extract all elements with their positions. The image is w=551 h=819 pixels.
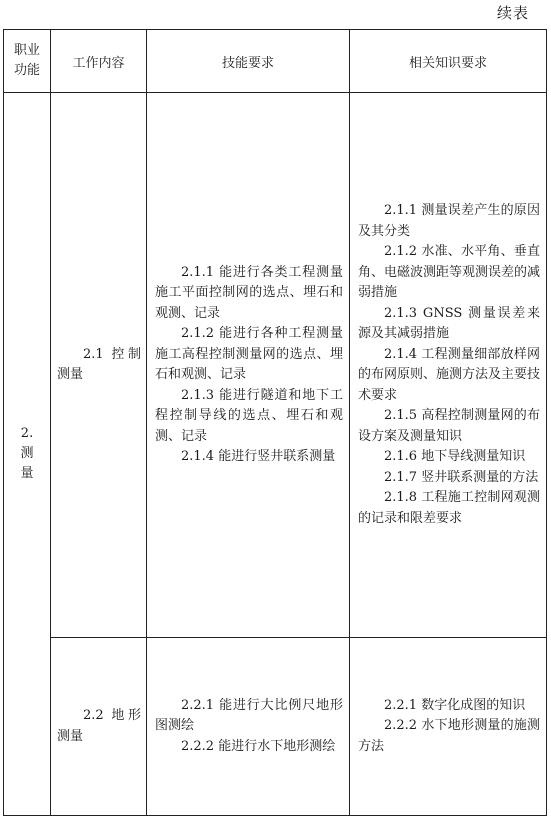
skill-item: 2.1.4 能进行竖井联系测量 (181, 449, 336, 464)
header-function-line1: 职业 (13, 43, 40, 58)
work-content-cell (51, 638, 147, 816)
skill-item: 2.2.2 能进行水下地形测绘 (181, 738, 336, 754)
knowledge-item: 2.1.1 测量误差产生的原因及其分类 (358, 203, 540, 239)
function-char: 测 (20, 446, 34, 461)
work-content-cell (51, 93, 147, 638)
table-header-row (4, 30, 547, 93)
continuation-label: 续表 (496, 4, 529, 22)
work-content-text: 2.2 地形测量 (57, 708, 141, 744)
header-knowledge-requirements: 相关知识要求 (350, 30, 547, 93)
function-cell (4, 93, 51, 816)
skill-item: 2.1.3 能进行隧道和地下工程控制导线的选点、埋石和观测、记录 (155, 387, 343, 444)
knowledge-item: 2.1.2 水准、水平角、垂直角、电磁波测距等观测误差的减弱措施 (358, 244, 541, 300)
knowledge-item: 2.1.4 工程测量细部放样网的布网原则、施测方法及主要技术要求 (358, 346, 541, 403)
skill-item: 2.1.1 能进行各类工程测量施工平面控制网的选点、埋石和观测、记录 (155, 264, 343, 321)
skill-cell (147, 93, 350, 638)
knowledge-item: 2.1.5 高程控制测量网的布设方案及测量知识 (358, 408, 540, 444)
header-function-line2: 功能 (13, 63, 40, 78)
knowledge-item: 2.1.6 地下导线测量知识 (384, 449, 526, 464)
header-work-content: 工作内容 (51, 30, 147, 93)
knowledge-item: 2.1.3 GNSS 测量误差来源及其减弱措施 (358, 305, 540, 341)
knowledge-item: 2.1.8 工程施工控制网观测的记录和限差要求 (358, 490, 540, 526)
knowledge-item: 2.2.1 数字化成图的知识 (384, 697, 526, 713)
function-char: 量 (20, 466, 34, 481)
header-function (4, 30, 51, 93)
work-content-text: 2.1 控制测量 (57, 346, 141, 382)
header-skill-requirements: 技能要求 (147, 30, 350, 93)
knowledge-cell (350, 93, 547, 638)
skill-item: 2.2.1 能进行大比例尺地形图测绘 (155, 697, 343, 734)
skill-item: 2.1.2 能进行各种工程测量施工高程控制测量网的选点、埋石和观测、记录 (155, 326, 343, 382)
skill-cell (147, 638, 350, 816)
table-row (4, 93, 547, 638)
knowledge-item: 2.2.2 水下地形测量的施测方法 (358, 718, 540, 754)
knowledge-cell (350, 638, 547, 816)
skills-table (3, 29, 547, 816)
table-row (4, 638, 547, 816)
function-char: 2. (20, 426, 34, 441)
knowledge-item: 2.1.7 竖井联系测量的方法 (384, 469, 539, 485)
